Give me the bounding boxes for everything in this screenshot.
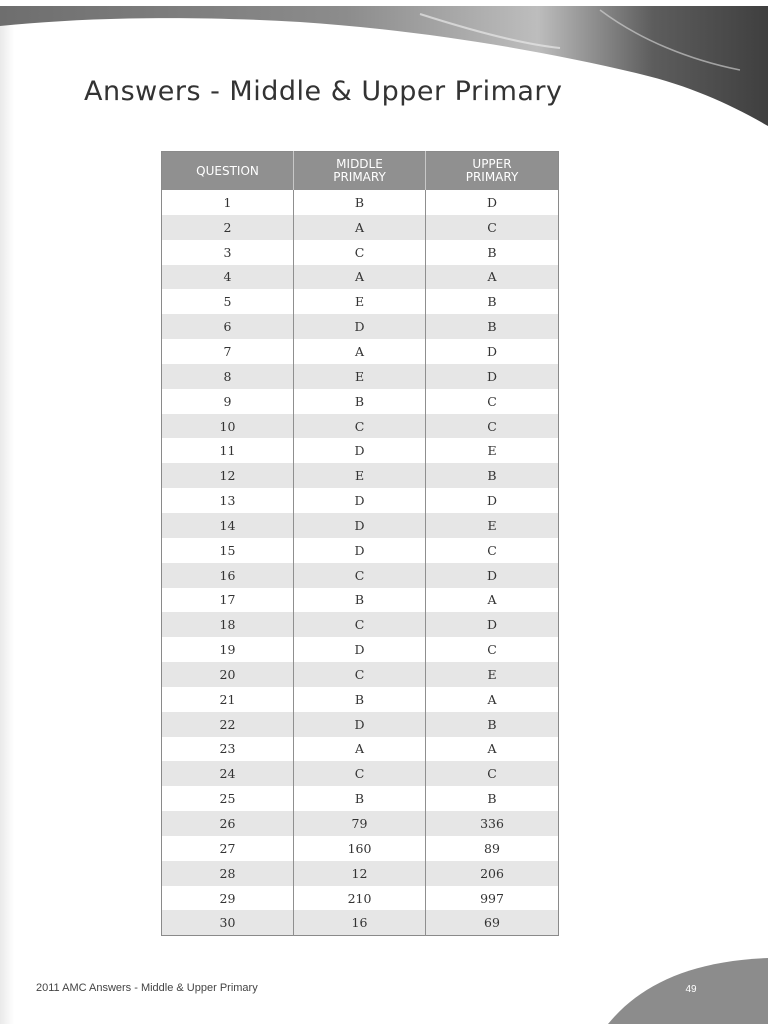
upper-primary-answer-cell: A <box>426 687 559 712</box>
question-number-cell: 8 <box>162 364 294 389</box>
question-number-cell: 6 <box>162 314 294 339</box>
header-upper-line1: UPPER <box>472 157 512 171</box>
table-row <box>162 563 559 588</box>
middle-primary-answer-cell: 79 <box>294 811 426 836</box>
table-row <box>162 836 559 861</box>
middle-primary-answer-cell: A <box>294 339 426 364</box>
page-title: Answers - Middle & Upper Primary <box>84 76 563 107</box>
middle-primary-answer-cell: D <box>294 637 426 662</box>
question-number-cell: 17 <box>162 588 294 613</box>
question-number-cell: 21 <box>162 687 294 712</box>
middle-primary-answer-cell: B <box>294 687 426 712</box>
table-row <box>162 513 559 538</box>
table-row <box>162 687 559 712</box>
upper-primary-answer-cell: C <box>426 389 559 414</box>
table-row <box>162 662 559 687</box>
table-row <box>162 463 559 488</box>
question-number-cell: 1 <box>162 190 294 215</box>
question-number-cell: 29 <box>162 886 294 911</box>
middle-primary-answer-cell: B <box>294 588 426 613</box>
middle-primary-answer-cell: E <box>294 463 426 488</box>
middle-primary-answer-cell: D <box>294 538 426 563</box>
upper-primary-answer-cell: 206 <box>426 861 559 886</box>
question-number-cell: 16 <box>162 563 294 588</box>
table-row <box>162 190 559 215</box>
page-edge-shadow <box>0 0 14 1024</box>
table-row <box>162 737 559 762</box>
middle-primary-answer-cell: A <box>294 215 426 240</box>
middle-primary-answer-cell: B <box>294 786 426 811</box>
middle-primary-answer-cell: D <box>294 314 426 339</box>
table-row <box>162 612 559 637</box>
table-row <box>162 712 559 737</box>
upper-primary-answer-cell: D <box>426 339 559 364</box>
answers-table <box>161 151 559 936</box>
upper-primary-answer-cell: D <box>426 488 559 513</box>
question-number-cell: 14 <box>162 513 294 538</box>
header-middle-primary <box>294 152 426 191</box>
table-row <box>162 761 559 786</box>
middle-primary-answer-cell: C <box>294 414 426 439</box>
upper-primary-answer-cell: B <box>426 314 559 339</box>
table-header-row <box>162 152 559 191</box>
middle-primary-answer-cell: D <box>294 488 426 513</box>
question-number-cell: 4 <box>162 265 294 290</box>
upper-primary-answer-cell: D <box>426 364 559 389</box>
header-middle-line1: MIDDLE <box>336 157 383 171</box>
middle-primary-answer-cell: D <box>294 712 426 737</box>
middle-primary-answer-cell: D <box>294 513 426 538</box>
question-number-cell: 15 <box>162 538 294 563</box>
table-row <box>162 588 559 613</box>
table-row <box>162 886 559 911</box>
middle-primary-answer-cell: 12 <box>294 861 426 886</box>
question-number-cell: 24 <box>162 761 294 786</box>
header-middle-line2: PRIMARY <box>333 170 386 184</box>
middle-primary-answer-cell: 160 <box>294 836 426 861</box>
middle-primary-answer-cell: C <box>294 761 426 786</box>
middle-primary-answer-cell: C <box>294 240 426 265</box>
upper-primary-answer-cell: E <box>426 513 559 538</box>
question-number-cell: 3 <box>162 240 294 265</box>
question-number-cell: 19 <box>162 637 294 662</box>
middle-primary-answer-cell: 210 <box>294 886 426 911</box>
table-row <box>162 861 559 886</box>
table-row <box>162 339 559 364</box>
upper-primary-answer-cell: D <box>426 563 559 588</box>
question-number-cell: 18 <box>162 612 294 637</box>
middle-primary-answer-cell: E <box>294 289 426 314</box>
upper-primary-answer-cell: A <box>426 737 559 762</box>
middle-primary-answer-cell: 16 <box>294 910 426 935</box>
upper-primary-answer-cell: D <box>426 612 559 637</box>
upper-primary-answer-cell: 69 <box>426 910 559 935</box>
question-number-cell: 27 <box>162 836 294 861</box>
table-row <box>162 364 559 389</box>
table-row <box>162 289 559 314</box>
table-row <box>162 637 559 662</box>
table-row <box>162 811 559 836</box>
upper-primary-answer-cell: C <box>426 414 559 439</box>
table-row <box>162 786 559 811</box>
question-number-cell: 22 <box>162 712 294 737</box>
question-number-cell: 7 <box>162 339 294 364</box>
header-upper-line2: PRIMARY <box>465 170 519 184</box>
table-row <box>162 240 559 265</box>
middle-primary-answer-cell: A <box>294 737 426 762</box>
header-question: QUESTION <box>162 152 294 191</box>
upper-primary-answer-cell: B <box>426 240 559 265</box>
upper-primary-answer-cell: C <box>426 215 559 240</box>
table-row <box>162 910 559 935</box>
middle-primary-answer-cell: E <box>294 364 426 389</box>
question-number-cell: 23 <box>162 737 294 762</box>
table-row <box>162 215 559 240</box>
middle-primary-answer-cell: C <box>294 563 426 588</box>
middle-primary-answer-cell: C <box>294 662 426 687</box>
table-row <box>162 488 559 513</box>
question-number-cell: 10 <box>162 414 294 439</box>
upper-primary-answer-cell: C <box>426 538 559 563</box>
question-number-cell: 2 <box>162 215 294 240</box>
middle-primary-answer-cell: B <box>294 190 426 215</box>
table-row <box>162 314 559 339</box>
table-row <box>162 438 559 463</box>
upper-primary-answer-cell: A <box>426 265 559 290</box>
question-number-cell: 12 <box>162 463 294 488</box>
upper-primary-answer-cell: E <box>426 662 559 687</box>
upper-primary-answer-cell: C <box>426 761 559 786</box>
table-row <box>162 389 559 414</box>
page-number: 49 <box>685 984 697 995</box>
middle-primary-answer-cell: C <box>294 612 426 637</box>
upper-primary-answer-cell: 997 <box>426 886 559 911</box>
table-row <box>162 538 559 563</box>
footer-text: 2011 AMC Answers - Middle & Upper Primary <box>36 982 258 994</box>
upper-primary-answer-cell: C <box>426 637 559 662</box>
question-number-cell: 5 <box>162 289 294 314</box>
table-row <box>162 265 559 290</box>
question-number-cell: 30 <box>162 910 294 935</box>
middle-primary-answer-cell: B <box>294 389 426 414</box>
question-number-cell: 13 <box>162 488 294 513</box>
question-number-cell: 28 <box>162 861 294 886</box>
question-number-cell: 9 <box>162 389 294 414</box>
upper-primary-answer-cell: 89 <box>426 836 559 861</box>
table-row <box>162 414 559 439</box>
question-number-cell: 25 <box>162 786 294 811</box>
upper-primary-answer-cell: D <box>426 190 559 215</box>
upper-primary-answer-cell: B <box>426 463 559 488</box>
question-number-cell: 20 <box>162 662 294 687</box>
question-number-cell: 11 <box>162 438 294 463</box>
upper-primary-answer-cell: B <box>426 289 559 314</box>
header-upper-primary <box>426 152 559 191</box>
upper-primary-answer-cell: A <box>426 588 559 613</box>
answer-rows <box>162 190 559 936</box>
upper-primary-answer-cell: B <box>426 712 559 737</box>
upper-primary-answer-cell: 336 <box>426 811 559 836</box>
question-number-cell: 26 <box>162 811 294 836</box>
upper-primary-answer-cell: B <box>426 786 559 811</box>
middle-primary-answer-cell: A <box>294 265 426 290</box>
middle-primary-answer-cell: D <box>294 438 426 463</box>
top-banner-decoration <box>0 0 768 130</box>
upper-primary-answer-cell: E <box>426 438 559 463</box>
